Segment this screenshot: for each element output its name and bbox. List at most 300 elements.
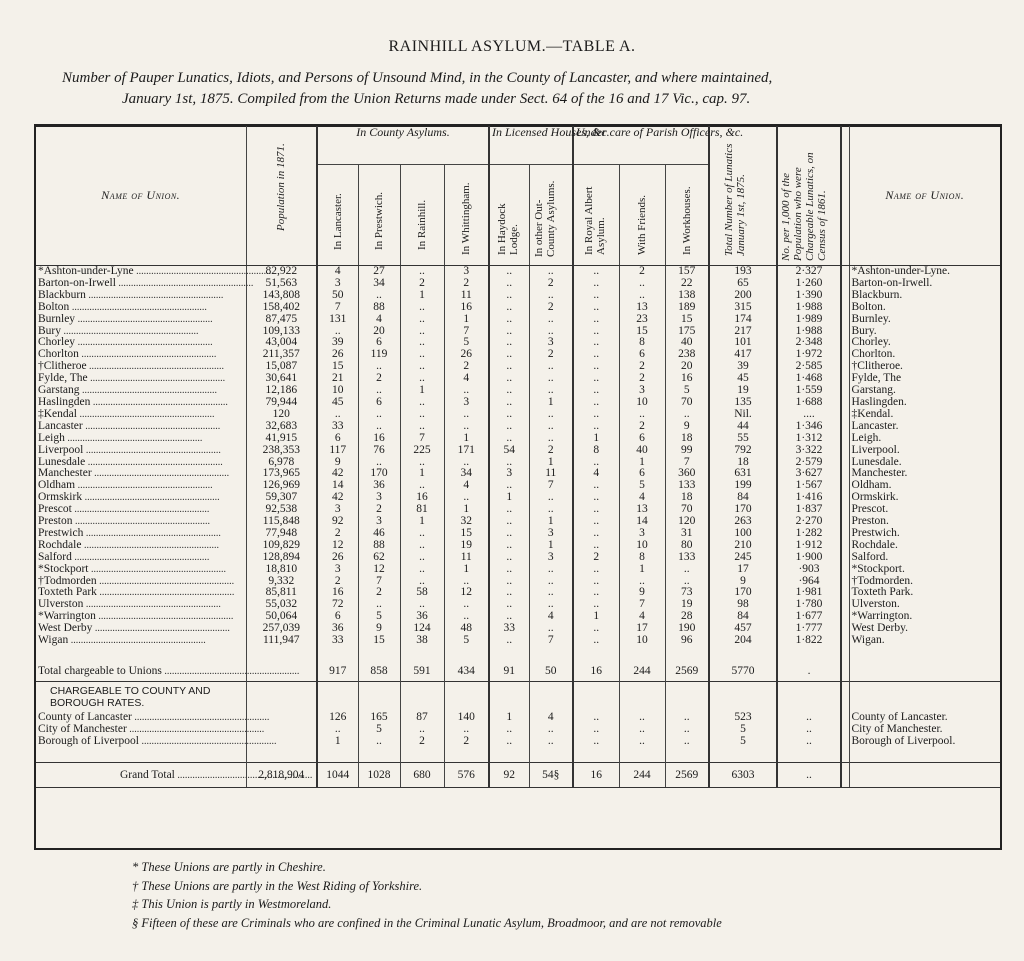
cell-hay: .. bbox=[489, 552, 529, 564]
cell-lan: 2 bbox=[317, 576, 358, 588]
cell-per: 1·346 bbox=[777, 421, 841, 433]
cell-roy: .. bbox=[573, 361, 619, 373]
cell-pop: 6,978 bbox=[246, 457, 317, 469]
cell-tot: 457 bbox=[709, 623, 777, 635]
cell-per: 1·688 bbox=[777, 397, 841, 409]
cell-fri: 6 bbox=[619, 468, 665, 480]
cell-pop: 50,064 bbox=[246, 611, 317, 623]
cell-per: 1·468 bbox=[777, 373, 841, 385]
cell-wor: .. bbox=[665, 409, 709, 421]
union-name: Haslingden ..... bbox=[36, 397, 246, 409]
cell-pre: 12 bbox=[358, 564, 400, 576]
cell-whi: .. bbox=[444, 611, 489, 623]
header-royal-albert: In Royal Albert Asylum. bbox=[573, 165, 619, 266]
cell-pop: 43,004 bbox=[246, 337, 317, 349]
union-name-right: Bury. bbox=[849, 326, 1000, 338]
cell-tot: 199 bbox=[709, 480, 777, 492]
union-name-right: Burnley. bbox=[849, 314, 1000, 326]
cell-oth: .. bbox=[529, 599, 573, 611]
cell-whi: 48 bbox=[444, 623, 489, 635]
cell-rai: .. bbox=[400, 480, 444, 492]
cell-hay: .. bbox=[489, 302, 529, 314]
cell-lan: 39 bbox=[317, 337, 358, 349]
cell-wor: .. bbox=[665, 712, 709, 724]
cell-tot: 200 bbox=[709, 290, 777, 302]
cell-whi: .. bbox=[444, 599, 489, 611]
summary-rows bbox=[36, 647, 1000, 712]
cell-hay: 1 bbox=[489, 712, 529, 724]
cell-roy: .. bbox=[573, 266, 619, 278]
union-name-right: Barton-on-Irwell. bbox=[849, 278, 1000, 290]
cell-fri: 15 bbox=[619, 326, 665, 338]
header-rainhill: In Rainhill. bbox=[400, 165, 444, 266]
cell-rai: .. bbox=[400, 724, 444, 736]
cell-tot: 263 bbox=[709, 516, 777, 528]
union-name: County of Lancaster ..... bbox=[36, 712, 246, 724]
total-chargeable-label: Total chargeable to Unions ..... bbox=[36, 661, 246, 682]
cell-rai: 7 bbox=[400, 433, 444, 445]
cell-wor: 19 bbox=[665, 599, 709, 611]
cell-pop: 115,848 bbox=[246, 516, 317, 528]
cell-fri: .. bbox=[619, 736, 665, 748]
cell-whi: 2 bbox=[444, 278, 489, 290]
cell-per: 2·579 bbox=[777, 457, 841, 469]
cell-lan: 33 bbox=[317, 421, 358, 433]
cell-rai: 1 bbox=[400, 290, 444, 302]
cell-per: 1·988 bbox=[777, 326, 841, 338]
cell-tot: 9 bbox=[709, 576, 777, 588]
union-name-right: Lunesdale. bbox=[849, 457, 1000, 469]
cell-roy: .. bbox=[573, 409, 619, 421]
cell-rai: 2 bbox=[400, 736, 444, 748]
cell-pre: .. bbox=[358, 457, 400, 469]
cell-pop: 109,133 bbox=[246, 326, 317, 338]
cell-per: 2·585 bbox=[777, 361, 841, 373]
cell-oth: .. bbox=[529, 421, 573, 433]
page-title: RAINHILL ASYLUM.—TABLE A. bbox=[388, 38, 636, 55]
cell-pre: 2 bbox=[358, 504, 400, 516]
cell-wor: 20 bbox=[665, 361, 709, 373]
cell-roy: .. bbox=[573, 635, 619, 647]
cell-rai: .. bbox=[400, 397, 444, 409]
table-subtitle bbox=[62, 68, 962, 110]
cell-roy: .. bbox=[573, 302, 619, 314]
cell-fri: 6 bbox=[619, 433, 665, 445]
cell-hay: .. bbox=[489, 421, 529, 433]
cell-wor: 175 bbox=[665, 326, 709, 338]
cell-per: 1·972 bbox=[777, 349, 841, 361]
total-prestwich: 858 bbox=[358, 661, 400, 682]
cell-tot: 174 bbox=[709, 314, 777, 326]
cell-oth: 1 bbox=[529, 540, 573, 552]
union-name-right: Wigan. bbox=[849, 635, 1000, 647]
union-row bbox=[36, 290, 1000, 302]
cell-whi: .. bbox=[444, 457, 489, 469]
cell-oth: .. bbox=[529, 266, 573, 278]
cell-roy: .. bbox=[573, 516, 619, 528]
cell-pre: 3 bbox=[358, 492, 400, 504]
cell-whi: 15 bbox=[444, 528, 489, 540]
cell-fri: 17 bbox=[619, 623, 665, 635]
cell-roy: .. bbox=[573, 492, 619, 504]
union-name-right: County of Lancaster. bbox=[849, 712, 1000, 724]
cell-fri: .. bbox=[619, 278, 665, 290]
cell-lan: 9 bbox=[317, 457, 358, 469]
cell-hay: .. bbox=[489, 361, 529, 373]
cell-pop: 15,087 bbox=[246, 361, 317, 373]
cell-pre: 46 bbox=[358, 528, 400, 540]
cell-hay: 1 bbox=[489, 492, 529, 504]
cell-per: 1·777 bbox=[777, 623, 841, 635]
cell-fri: 13 bbox=[619, 302, 665, 314]
cell-fri: 4 bbox=[619, 492, 665, 504]
cell-wor: 99 bbox=[665, 445, 709, 457]
cell-lan: 50 bbox=[317, 290, 358, 302]
cell-wor: 70 bbox=[665, 397, 709, 409]
cell-fri: 2 bbox=[619, 373, 665, 385]
union-name: Borough of Liverpool ..... bbox=[36, 736, 246, 748]
cell-whi: 26 bbox=[444, 349, 489, 361]
union-row bbox=[36, 421, 1000, 433]
union-name: Bury ..... bbox=[36, 326, 246, 338]
cell-roy: .. bbox=[573, 278, 619, 290]
cell-oth: 4 bbox=[529, 712, 573, 724]
cell-oth: .. bbox=[529, 385, 573, 397]
footnote-4: § Fifteen of these are Criminals who are confined in the Criminal Lunatic Asylum, Broadmoor, and are not removable bbox=[132, 915, 722, 930]
cell-pre: .. bbox=[358, 361, 400, 373]
cell-tot: 631 bbox=[709, 468, 777, 480]
union-name-right: Chorley. bbox=[849, 337, 1000, 349]
cell-pop: 111,947 bbox=[246, 635, 317, 647]
cell-hay: 54 bbox=[489, 445, 529, 457]
cell-per: 1·822 bbox=[777, 635, 841, 647]
cell-rai: 87 bbox=[400, 712, 444, 724]
union-name: Wigan ..... bbox=[36, 635, 246, 647]
cell-hay: .. bbox=[489, 290, 529, 302]
cell-pop: 85,811 bbox=[246, 587, 317, 599]
cell-roy: 4 bbox=[573, 468, 619, 480]
cell-hay: .. bbox=[489, 587, 529, 599]
cell-fri: 14 bbox=[619, 516, 665, 528]
cell-wor: .. bbox=[665, 576, 709, 588]
header-other-county: In other Out-County Asylums. bbox=[529, 165, 573, 266]
header-county-asylums: In County Asylums. bbox=[317, 126, 489, 165]
cell-pop: 82,922 bbox=[246, 266, 317, 278]
union-name-right: *Stockport. bbox=[849, 564, 1000, 576]
cell-rai: .. bbox=[400, 599, 444, 611]
cell-whi: 11 bbox=[444, 290, 489, 302]
cell-hay: .. bbox=[489, 724, 529, 736]
cell-rai: 38 bbox=[400, 635, 444, 647]
chargeable-heading: CHARGEABLE TO COUNTY AND BOROUGH RATES. bbox=[36, 682, 246, 713]
union-name-right: Bolton. bbox=[849, 302, 1000, 314]
union-name-right: Lancaster. bbox=[849, 421, 1000, 433]
cell-roy: .. bbox=[573, 564, 619, 576]
cell-per: 1·559 bbox=[777, 385, 841, 397]
cell-hay: .. bbox=[489, 278, 529, 290]
grand-total-per-thousand: .. bbox=[777, 762, 841, 787]
cell-roy: .. bbox=[573, 504, 619, 516]
cell-wor: 22 bbox=[665, 278, 709, 290]
union-name: Chorlton ..... bbox=[36, 349, 246, 361]
cell-fri: 6 bbox=[619, 349, 665, 361]
cell-oth: 2 bbox=[529, 445, 573, 457]
union-name-right: Garstang. bbox=[849, 385, 1000, 397]
cell-per: 2·327 bbox=[777, 266, 841, 278]
union-name: Leigh ..... bbox=[36, 433, 246, 445]
union-name: ‡Kendal ..... bbox=[36, 409, 246, 421]
cell-pre: .. bbox=[358, 409, 400, 421]
header-name-of-union: Name of Union. bbox=[101, 188, 181, 202]
cell-oth: .. bbox=[529, 373, 573, 385]
cell-hay: 33 bbox=[489, 623, 529, 635]
cell-pre: 62 bbox=[358, 552, 400, 564]
cell-roy: .. bbox=[573, 421, 619, 433]
cell-rai: .. bbox=[400, 552, 444, 564]
cell-wor: 18 bbox=[665, 433, 709, 445]
cell-wor: 28 bbox=[665, 611, 709, 623]
cell-pre: 5 bbox=[358, 724, 400, 736]
union-name: City of Manchester ..... bbox=[36, 724, 246, 736]
cell-rai: .. bbox=[400, 349, 444, 361]
total-whittingham: 434 bbox=[444, 661, 489, 682]
cell-lan: 21 bbox=[317, 373, 358, 385]
cell-roy: .. bbox=[573, 480, 619, 492]
grand-total-workhouses: 2569 bbox=[665, 762, 709, 787]
cell-lan: 3 bbox=[317, 564, 358, 576]
cell-roy: .. bbox=[573, 587, 619, 599]
cell-pre: 5 bbox=[358, 611, 400, 623]
cell-wor: 190 bbox=[665, 623, 709, 635]
cell-fri: 10 bbox=[619, 635, 665, 647]
cell-lan: 16 bbox=[317, 587, 358, 599]
cell-hay: .. bbox=[489, 564, 529, 576]
cell-roy: .. bbox=[573, 290, 619, 302]
union-name-right: Haslingden. bbox=[849, 397, 1000, 409]
cell-fri: 2 bbox=[619, 421, 665, 433]
cell-per: 1·988 bbox=[777, 302, 841, 314]
cell-per: 1·900 bbox=[777, 552, 841, 564]
cell-whi: 140 bbox=[444, 712, 489, 724]
cell-roy: 1 bbox=[573, 611, 619, 623]
union-name: Barton-on-Irwell ..... bbox=[36, 278, 246, 290]
union-name-right: Fylde, The bbox=[849, 373, 1000, 385]
cell-lan: 42 bbox=[317, 468, 358, 480]
cell-pop: 87,475 bbox=[246, 314, 317, 326]
union-name-right: Ulverston. bbox=[849, 599, 1000, 611]
cell-fri: 1 bbox=[619, 564, 665, 576]
cell-pop: 238,353 bbox=[246, 445, 317, 457]
cell-pop: 41,915 bbox=[246, 433, 317, 445]
header-population: Population in 1871. bbox=[246, 126, 317, 265]
total-total: 5770 bbox=[709, 661, 777, 682]
union-name: Ormskirk ..... bbox=[36, 492, 246, 504]
cell-roy: .. bbox=[573, 457, 619, 469]
cell-fri: 23 bbox=[619, 314, 665, 326]
cell-roy: .. bbox=[573, 540, 619, 552]
union-name: *Ashton-under-Lyne ..... bbox=[36, 266, 246, 278]
cell-rai: .. bbox=[400, 540, 444, 552]
cell-fri: .. bbox=[619, 290, 665, 302]
cell-pre: 170 bbox=[358, 468, 400, 480]
cell-wor: 157 bbox=[665, 266, 709, 278]
cell-pop: 120 bbox=[246, 409, 317, 421]
cell-pre: 7 bbox=[358, 576, 400, 588]
cell-hay: .. bbox=[489, 635, 529, 647]
footnotes bbox=[132, 858, 722, 932]
cell-lan: 15 bbox=[317, 361, 358, 373]
cell-hay: .. bbox=[489, 433, 529, 445]
cell-hay: .. bbox=[489, 480, 529, 492]
cell-wor: 133 bbox=[665, 552, 709, 564]
cell-hay: .. bbox=[489, 314, 529, 326]
cell-rai: 16 bbox=[400, 492, 444, 504]
cell-wor: 80 bbox=[665, 540, 709, 552]
union-name-right: Prescot. bbox=[849, 504, 1000, 516]
cell-lan: 131 bbox=[317, 314, 358, 326]
cell-rai: 81 bbox=[400, 504, 444, 516]
cell-whi: 4 bbox=[444, 480, 489, 492]
grand-total-whittingham: 576 bbox=[444, 762, 489, 787]
union-name: †Clitheroe ..... bbox=[36, 361, 246, 373]
cell-pop: 30,641 bbox=[246, 373, 317, 385]
union-name: Blackburn ..... bbox=[36, 290, 246, 302]
cell-rai: .. bbox=[400, 302, 444, 314]
union-name: West Derby ..... bbox=[36, 623, 246, 635]
cell-fri: 10 bbox=[619, 397, 665, 409]
union-name: Liverpool ..... bbox=[36, 445, 246, 457]
cell-hay: .. bbox=[489, 540, 529, 552]
cell-whi: 7 bbox=[444, 326, 489, 338]
cell-pop: 128,894 bbox=[246, 552, 317, 564]
grand-total-population: 2,818,904 bbox=[246, 762, 317, 787]
cell-per: 1·312 bbox=[777, 433, 841, 445]
cell-per: 1·260 bbox=[777, 278, 841, 290]
union-name: Prescot ..... bbox=[36, 504, 246, 516]
cell-lan: .. bbox=[317, 326, 358, 338]
cell-rai: .. bbox=[400, 266, 444, 278]
cell-fri: 9 bbox=[619, 587, 665, 599]
cell-oth: .. bbox=[529, 409, 573, 421]
cell-oth: .. bbox=[529, 314, 573, 326]
cell-rai: .. bbox=[400, 373, 444, 385]
cell-lan: 4 bbox=[317, 266, 358, 278]
cell-fri: 3 bbox=[619, 528, 665, 540]
cell-pre: 4 bbox=[358, 314, 400, 326]
cell-fri: 4 bbox=[619, 611, 665, 623]
cell-rai: 36 bbox=[400, 611, 444, 623]
grand-total-royal-albert: 16 bbox=[573, 762, 619, 787]
cell-oth: 7 bbox=[529, 635, 573, 647]
lunatics-table bbox=[36, 126, 1000, 788]
cell-tot: 65 bbox=[709, 278, 777, 290]
cell-pop: 32,683 bbox=[246, 421, 317, 433]
cell-wor: 73 bbox=[665, 587, 709, 599]
cell-tot: 204 bbox=[709, 635, 777, 647]
cell-pop: 18,810 bbox=[246, 564, 317, 576]
cell-hay: .. bbox=[489, 373, 529, 385]
grand-total-lancaster: 1044 bbox=[317, 762, 358, 787]
cell-oth: .. bbox=[529, 724, 573, 736]
union-row bbox=[36, 540, 1000, 552]
cell-tot: 39 bbox=[709, 361, 777, 373]
union-row bbox=[36, 409, 1000, 421]
cell-whi: 3 bbox=[444, 397, 489, 409]
cell-oth: 2 bbox=[529, 278, 573, 290]
cell-wor: 18 bbox=[665, 492, 709, 504]
cell-oth: .. bbox=[529, 736, 573, 748]
cell-oth: 3 bbox=[529, 552, 573, 564]
cell-pop: 51,563 bbox=[246, 278, 317, 290]
cell-fri: .. bbox=[619, 409, 665, 421]
cell-rai: .. bbox=[400, 361, 444, 373]
cell-per: 3·627 bbox=[777, 468, 841, 480]
cell-tot: 193 bbox=[709, 266, 777, 278]
cell-roy: .. bbox=[573, 712, 619, 724]
header-name-of-union-right: Name of Union. bbox=[849, 126, 1000, 265]
grand-total-other-county: 54§ bbox=[529, 762, 573, 787]
cell-whi: 4 bbox=[444, 373, 489, 385]
cell-whi: 11 bbox=[444, 552, 489, 564]
cell-lan: 126 bbox=[317, 712, 358, 724]
cell-oth: 4 bbox=[529, 611, 573, 623]
grand-total-row bbox=[36, 762, 1000, 787]
cell-tot: 315 bbox=[709, 302, 777, 314]
cell-roy: .. bbox=[573, 337, 619, 349]
cell-pop: 59,307 bbox=[246, 492, 317, 504]
cell-lan: 3 bbox=[317, 504, 358, 516]
union-name: Preston ..... bbox=[36, 516, 246, 528]
cell-tot: 523 bbox=[709, 712, 777, 724]
cell-wor: 16 bbox=[665, 373, 709, 385]
cell-oth: 2 bbox=[529, 349, 573, 361]
cell-rai: .. bbox=[400, 421, 444, 433]
cell-whi: 16 bbox=[444, 302, 489, 314]
union-row bbox=[36, 314, 1000, 326]
cell-wor: 138 bbox=[665, 290, 709, 302]
grand-total-with-friends: 244 bbox=[619, 762, 665, 787]
union-name-right: City of Manchester. bbox=[849, 724, 1000, 736]
union-name: Lunesdale ..... bbox=[36, 457, 246, 469]
cell-hay: .. bbox=[489, 576, 529, 588]
cell-fri: 7 bbox=[619, 599, 665, 611]
cell-fri: .. bbox=[619, 724, 665, 736]
cell-roy: .. bbox=[573, 349, 619, 361]
cell-per: 1·677 bbox=[777, 611, 841, 623]
cell-whi: .. bbox=[444, 409, 489, 421]
cell-roy: .. bbox=[573, 623, 619, 635]
cell-wor: 189 bbox=[665, 302, 709, 314]
cell-oth: .. bbox=[529, 492, 573, 504]
cell-tot: 17 bbox=[709, 564, 777, 576]
cell-lan: 33 bbox=[317, 635, 358, 647]
cell-fri: 8 bbox=[619, 552, 665, 564]
cell-rai: 58 bbox=[400, 587, 444, 599]
cell-hay: .. bbox=[489, 599, 529, 611]
cell-pre: 76 bbox=[358, 445, 400, 457]
total-per-thousand: . bbox=[777, 661, 841, 682]
cell-roy: .. bbox=[573, 373, 619, 385]
cell-tot: 98 bbox=[709, 599, 777, 611]
cell-wor: 133 bbox=[665, 480, 709, 492]
cell-fri: 1 bbox=[619, 457, 665, 469]
union-name-right: Blackburn. bbox=[849, 290, 1000, 302]
cell-fri: 2 bbox=[619, 266, 665, 278]
cell-pre: 88 bbox=[358, 540, 400, 552]
cell-roy: .. bbox=[573, 576, 619, 588]
union-name-right: Rochdale. bbox=[849, 540, 1000, 552]
cell-lan: 7 bbox=[317, 302, 358, 314]
